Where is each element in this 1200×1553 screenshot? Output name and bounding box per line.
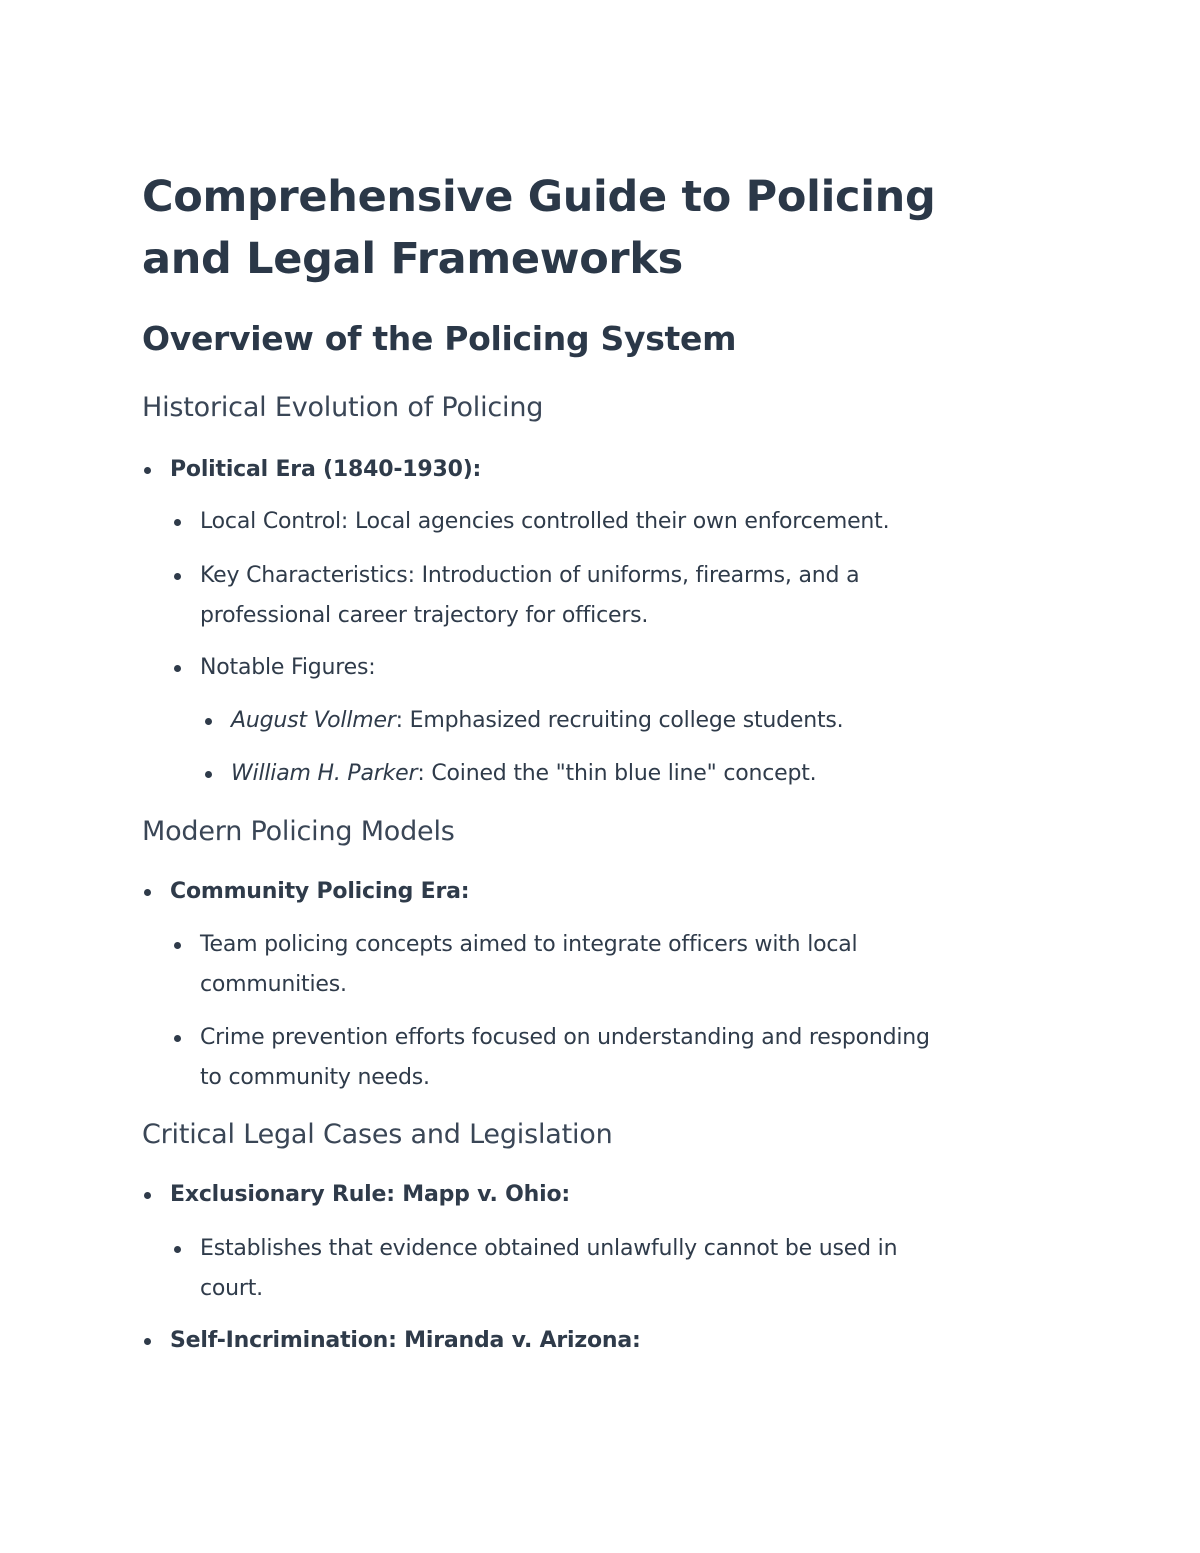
list-item-label: Key Characteristics: Introduction of uniforms, firearms, and a [200,563,860,588]
bullet-icon [174,1035,181,1042]
historical-heading: Historical Evolution of Policing [142,392,544,423]
list-item-label: Local Control: Local agencies controlled their own enforcement. [200,509,890,534]
list-item-vollmer [231,701,843,741]
list-item-label: Community Policing Era: [170,879,470,904]
list-item-label-continued: to community needs. [200,1065,430,1090]
list-item-label: Exclusionary Rule: Mapp v. Ohio: [170,1182,570,1207]
list-item-label: Political Era (1840-1930): [170,457,482,482]
bullet-icon [144,1338,151,1345]
bullet-icon [174,573,181,580]
list-item-label: Establishes that evidence obtained unlawfully cannot be used in [200,1236,898,1261]
list-item-label: Notable Figures: [200,655,376,680]
bullet-icon [174,1246,181,1253]
list-item-label-continued: communities. [200,972,347,997]
list-item-self-incrimination [170,1321,641,1361]
figure-name: William H. Parker [231,761,418,786]
modern-heading: Modern Policing Models [142,816,455,847]
figure-name: August Vollmer [231,708,396,733]
list-item-local-control [200,502,1040,542]
bullet-icon [144,889,151,896]
list-item-label-continued: court. [200,1276,263,1301]
list-item-evidence [200,1229,1040,1309]
bullet-icon [174,942,181,949]
list-item-notable-figures [200,648,1040,688]
figure-description: : Coined the "thin blue line" concept. [417,761,817,786]
legal-heading: Critical Legal Cases and Legislation [142,1119,613,1150]
list-item-label: Crime prevention efforts focused on understanding and responding [200,1025,930,1050]
list-item-key-characteristics [200,556,1040,636]
list-item-crime-prevention [200,1018,1040,1098]
list-item-political-era [170,450,481,490]
bullet-icon [174,665,181,672]
list-item-community-era [170,872,469,912]
bullet-icon [174,519,181,526]
bullet-icon [144,467,151,474]
page-title: Comprehensive Guide to Policing and Legal Frameworks [142,172,936,284]
bullet-icon [144,1192,151,1199]
list-item-team-policing [200,925,1040,1005]
list-item-parker [231,754,816,794]
list-item-exclusionary-rule [170,1175,570,1215]
list-item-label: Self-Incrimination: Miranda v. Arizona: [170,1328,641,1353]
list-item-label-continued: professional career trajectory for officers. [200,603,649,628]
bullet-icon [205,718,212,725]
figure-description: : Emphasized recruiting college students. [395,708,844,733]
bullet-icon [205,771,212,778]
overview-heading: Overview of the Policing System [142,319,737,358]
list-item-label: Team policing concepts aimed to integrate officers with local [200,932,858,957]
